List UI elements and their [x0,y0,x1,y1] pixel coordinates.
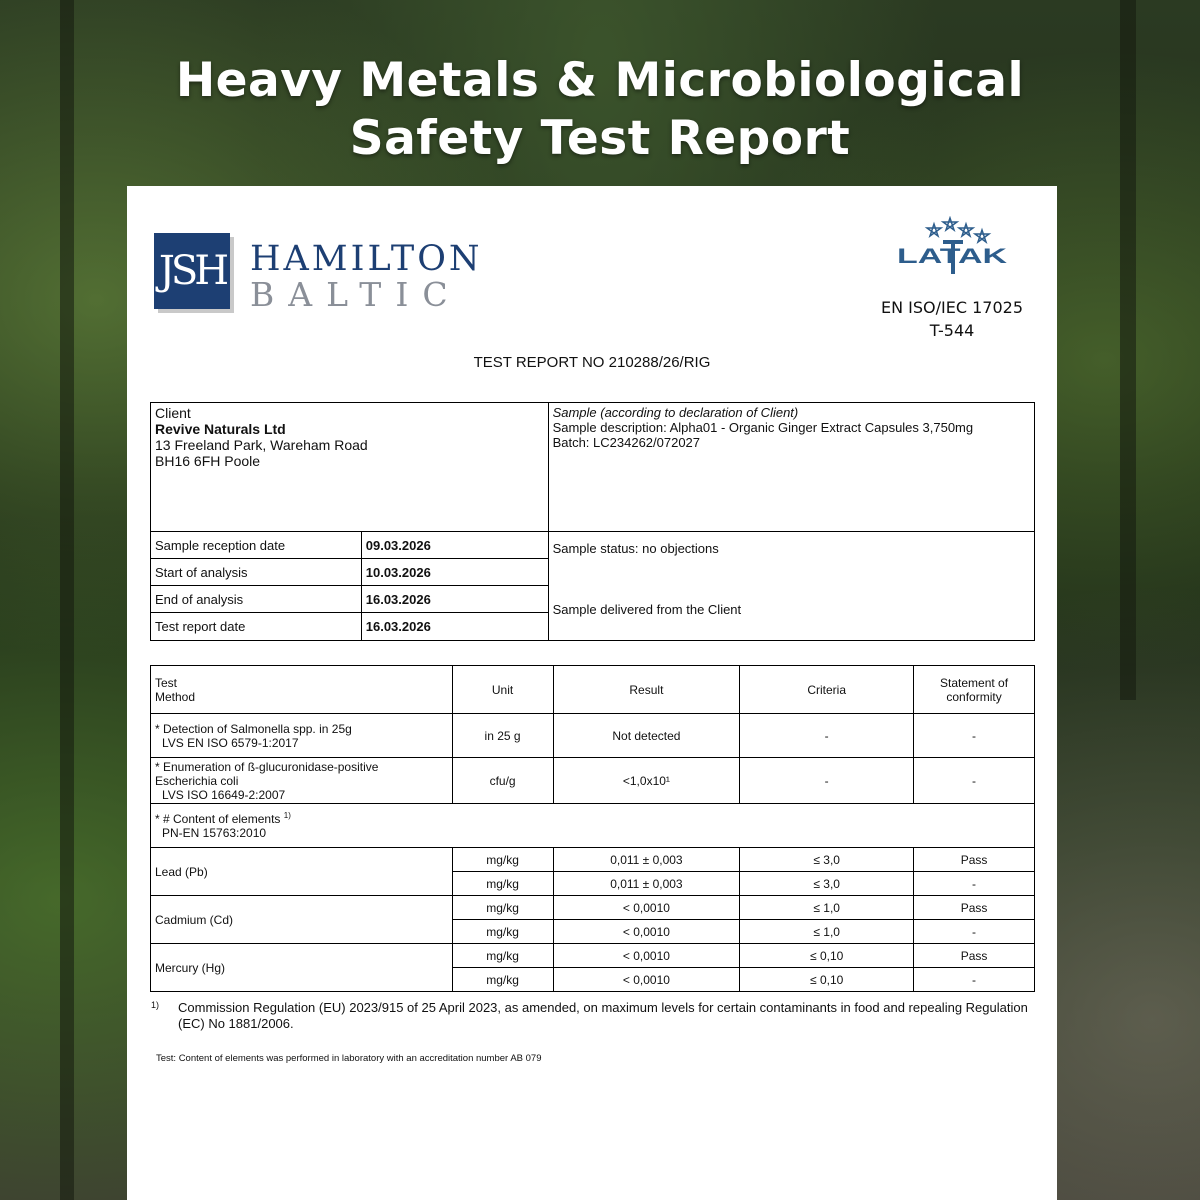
result-cell: < 0,0010 [553,968,740,992]
client-label: Client [155,405,191,421]
unit-cell: mg/kg [452,896,553,920]
report-title: TEST REPORT NO 210288/26/RIG [473,354,711,371]
headline-line1: Heavy Metals & Microbiological [175,53,1025,108]
sample-delivered: Sample delivered from the Client [552,602,742,617]
criteria-cell: ≤ 3,0 [740,848,914,872]
header-unit: Unit [452,666,553,714]
table-row [151,944,1035,968]
accreditation-logo-text: LATAK [897,245,1007,268]
criteria-cell: ≤ 0,10 [740,968,914,992]
page-headline [0,52,1200,168]
conformity-cell: - [914,714,1035,758]
result-cell: Not detected [553,714,740,758]
accreditation-logo-icon [897,216,1007,278]
unit-cell: mg/kg [452,872,553,896]
conformity-cell: - [914,758,1035,804]
headline-line2: Safety Test Report [349,111,851,166]
conformity-cell: - [914,872,1035,896]
date-value: 10.03.2026 [361,559,548,586]
unit-cell: in 25 g [452,714,553,758]
sample-batch: Batch: LC234262/072027 [552,435,701,450]
sample-status-cell [548,532,1034,641]
elements-header-title: * # Content of elements [155,812,281,826]
table-row [151,896,1035,920]
criteria-cell: ≤ 1,0 [740,920,914,944]
header-test: Test [155,675,178,690]
test-method-cell [151,714,453,758]
header-result: Result [553,666,740,714]
date-label: Test report date [151,613,362,641]
result-cell: 0,011 ± 0,003 [553,872,740,896]
elements-header-standard: PN-EN 15763:2010 [162,826,267,840]
table-row [151,848,1035,872]
sample-cell [548,403,1034,532]
test-name-cont: Escherichia coli [155,773,239,788]
criteria-cell: ≤ 3,0 [740,872,914,896]
conformity-cell: Pass [914,896,1035,920]
elements-header-row [151,804,1035,848]
elements-header-cell [151,804,1035,848]
footnote-text: Commission Regulation (EU) 2023/915 of 25 April 2023, as amended, on maximum levels for certain contaminants in food and repealing Regulation (EC) No 1881/2006. [178,1000,1028,1031]
unit-cell: mg/kg [452,920,553,944]
header-criteria: Criteria [740,666,914,714]
result-cell: <1,0x10¹ [553,758,740,804]
test-standard: LVS EN ISO 6579-1:2017 [162,735,299,750]
sample-info-table [150,402,1035,641]
date-label: Sample reception date [151,532,362,559]
results-header-row [151,666,1035,714]
date-value: 09.03.2026 [361,532,548,559]
unit-cell: mg/kg [452,848,553,872]
result-cell: < 0,0010 [553,944,740,968]
report-document [127,186,1057,1200]
footnote-ref: 1) [283,811,291,820]
header-conformity [914,666,1035,714]
client-address-line2: BH16 6FH Poole [155,453,261,469]
conformity-cell: Pass [914,848,1035,872]
client-address-line1: 13 Freeland Park, Wareham Road [155,437,368,453]
date-value: 16.03.2026 [361,613,548,641]
accreditation-standard-name: EN ISO/IEC 17025 [880,298,1023,317]
logo-monogram-box [154,233,230,309]
sample-description: Sample description: Alpha01 - Organic Ginger Extract Capsules 3,750mg [552,420,974,435]
header-conformity-line2: conformity [946,689,1002,704]
element-name: Lead (Pb) [151,848,453,896]
test-method-cell [151,758,453,804]
conformity-cell: Pass [914,944,1035,968]
test-name: * Enumeration of ß-glucuronidase-positive [155,759,379,774]
criteria-cell: - [740,714,914,758]
unit-cell: mg/kg [452,944,553,968]
table-row [151,758,1035,804]
test-name: * Detection of Salmonella spp. in 25g [155,721,352,736]
test-standard: LVS ISO 16649-2:2007 [162,787,286,802]
date-label: End of analysis [151,586,362,613]
result-cell: 0,011 ± 0,003 [553,848,740,872]
background-tree-trunk [60,0,74,1200]
header-test-method [151,666,453,714]
conformity-cell: - [914,968,1035,992]
client-cell [151,403,549,532]
criteria-cell: - [740,758,914,804]
conformity-cell: - [914,920,1035,944]
logo-name-line1: HAMILTON [250,239,483,279]
sample-label: Sample (according to declaration of Client) [552,405,799,420]
footnote-mark: 1) [151,1000,160,1010]
unit-cell: mg/kg [452,968,553,992]
result-cell: < 0,0010 [553,896,740,920]
logo-monogram: JSH [158,248,226,294]
element-name: Cadmium (Cd) [151,896,453,944]
criteria-cell: ≤ 1,0 [740,896,914,920]
header-method: Method [155,689,196,704]
result-cell: < 0,0010 [553,920,740,944]
element-name: Mercury (Hg) [151,944,453,992]
unit-cell: cfu/g [452,758,553,804]
criteria-cell: ≤ 0,10 [740,944,914,968]
test-note: Test: Content of elements was performed in laboratory with an accreditation number AB 079 [156,1053,542,1064]
results-table [150,665,1035,992]
table-row [151,714,1035,758]
header-conformity-line1: Statement of [940,675,1009,690]
accreditation-code: T-544 [929,321,975,340]
date-label: Start of analysis [151,559,362,586]
accreditation-standard [862,296,1042,342]
sample-status: Sample status: no objections [552,541,719,556]
logo-name-line2: BALTIC [250,275,462,314]
date-value: 16.03.2026 [361,586,548,613]
client-name: Revive Naturals Ltd [155,421,286,437]
